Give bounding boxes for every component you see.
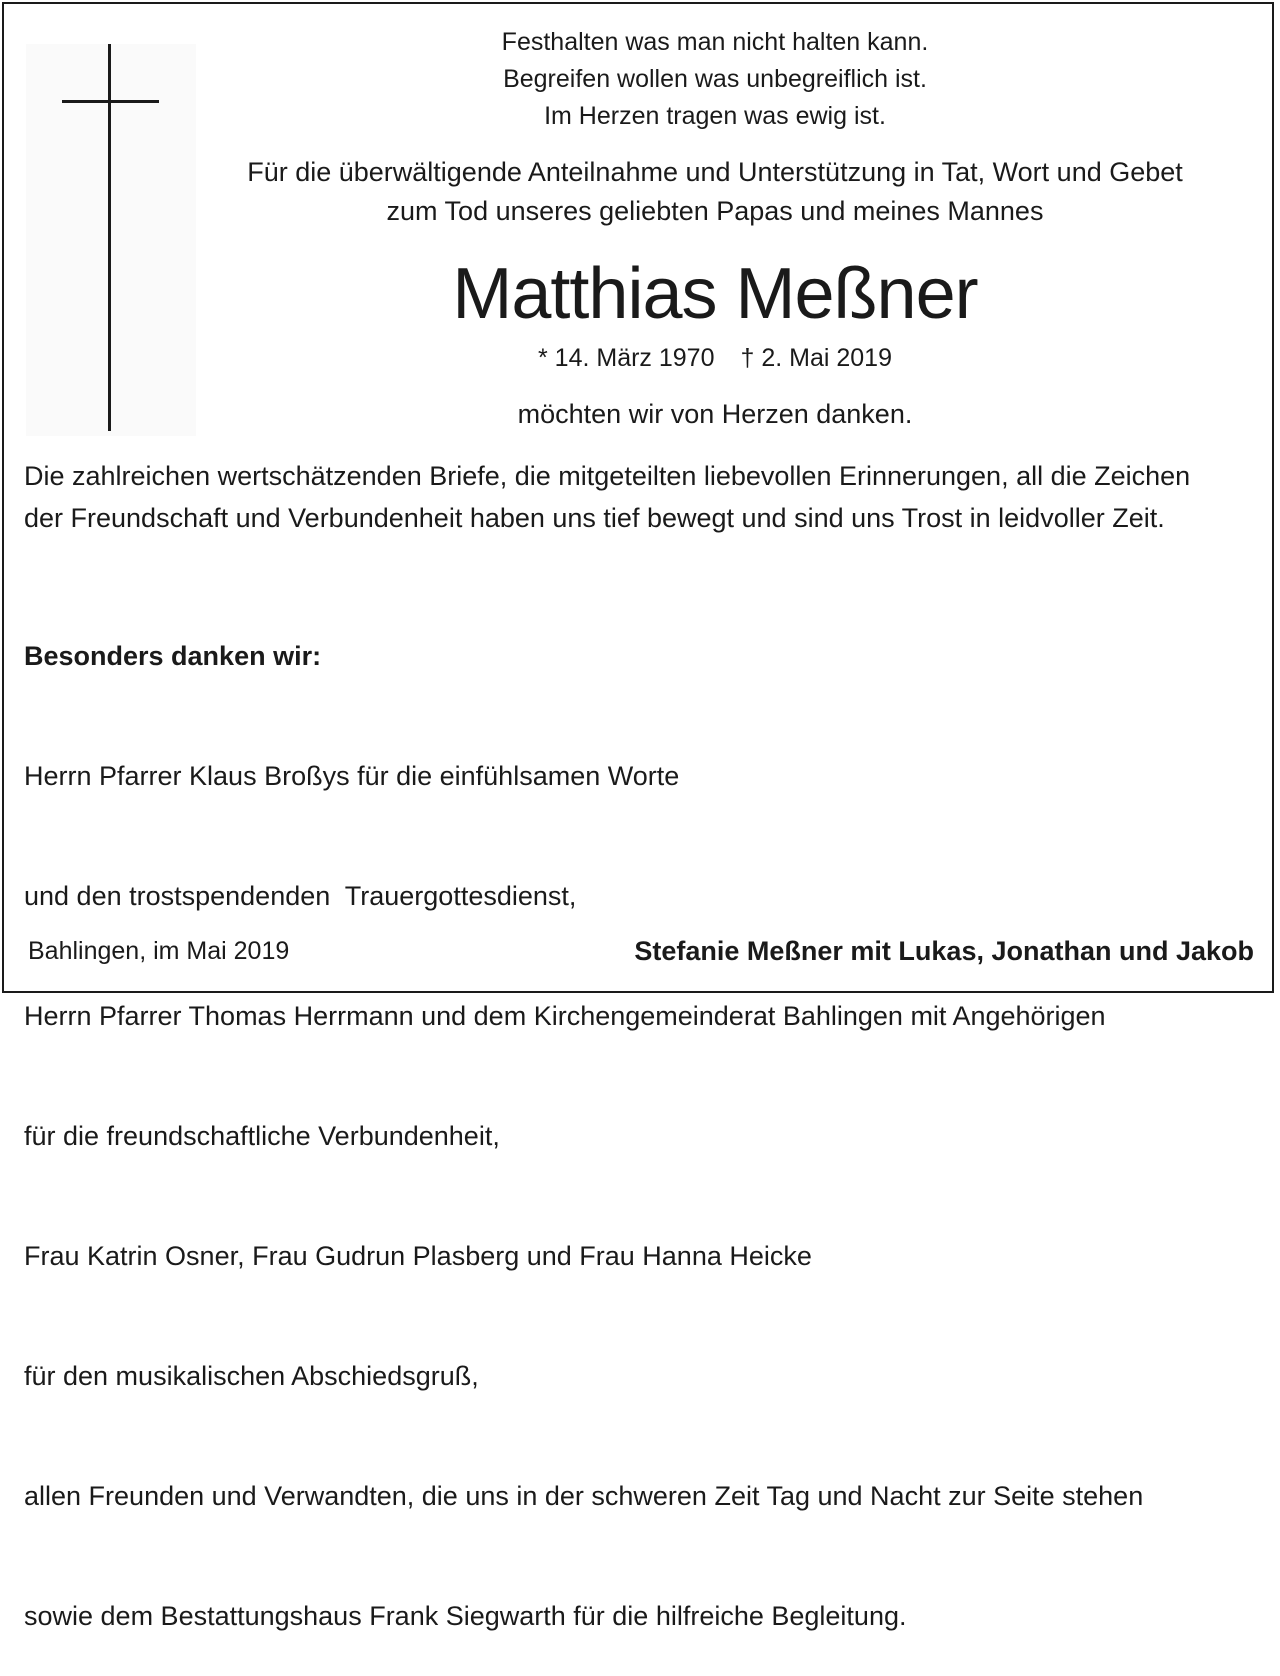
special-thanks-line: sowie dem Bestattungshaus Frank Siegwarth für die hilfreiche Begleitung. [24,1601,907,1631]
life-dates [200,340,1230,376]
special-thanks-line: und den trostspendenden Trauergottesdienst, [24,881,577,911]
special-thanks-line: Frau Katrin Osner, Frau Gudrun Plasberg und Frau Hanna Heicke [24,1241,812,1271]
death-date: † 2. Mai 2019 [740,344,892,372]
birth-date: * 14. März 1970 [538,344,715,372]
cross-horizontal-bar [62,100,159,103]
special-thanks-heading: Besonders danken wir: [24,641,322,671]
paragraph-line: der Freundschaft und Verbundenheit haben uns tief bewegt und sind uns Trost in leidvoller Zeit. [24,503,1165,533]
poem-line: Begreifen wollen was unbegreiflich ist. [503,65,927,93]
special-thanks [24,556,1143,1676]
deceased-name: Matthias Meßner [452,254,978,334]
special-thanks-line: Herrn Pfarrer Klaus Broßys für die einfühlsamen Worte [24,761,680,791]
paragraph-line: Die zahlreichen wertschätzenden Briefe, die mitgeteilten liebevollen Erinnerungen, all die Zeichen [24,461,1191,491]
signature: Stefanie Meßner mit Lukas, Jonathan und Jakob [634,936,1254,966]
intro-line: zum Tod unseres geliebten Papas und meines Mannes [386,196,1044,226]
thanks-line: möchten wir von Herzen danken. [517,399,913,429]
poem-line: Festhalten was man nicht halten kann. [501,28,929,56]
gratitude-paragraph [24,455,1190,539]
special-thanks-line: Herrn Pfarrer Thomas Herrmann und dem Kirchengemeinderat Bahlingen mit Angehörigen [24,1001,1106,1031]
special-thanks-line: für die freundschaftliche Verbundenheit, [24,1121,500,1151]
poem-line: Im Herzen tragen was ewig ist. [544,102,886,130]
special-thanks-line: für den musikalischen Abschiedsgruß, [24,1361,479,1391]
intro-text [200,153,1230,231]
place-date: Bahlingen, im Mai 2019 [28,937,290,965]
special-thanks-line: allen Freunden und Verwandten, die uns in der schweren Zeit Tag und Nacht zur Seite stehen [24,1481,1144,1511]
intro-line: Für die überwältigende Anteilnahme und Unterstützung in Tat, Wort und Gebet [247,157,1183,187]
poem [200,24,1230,135]
